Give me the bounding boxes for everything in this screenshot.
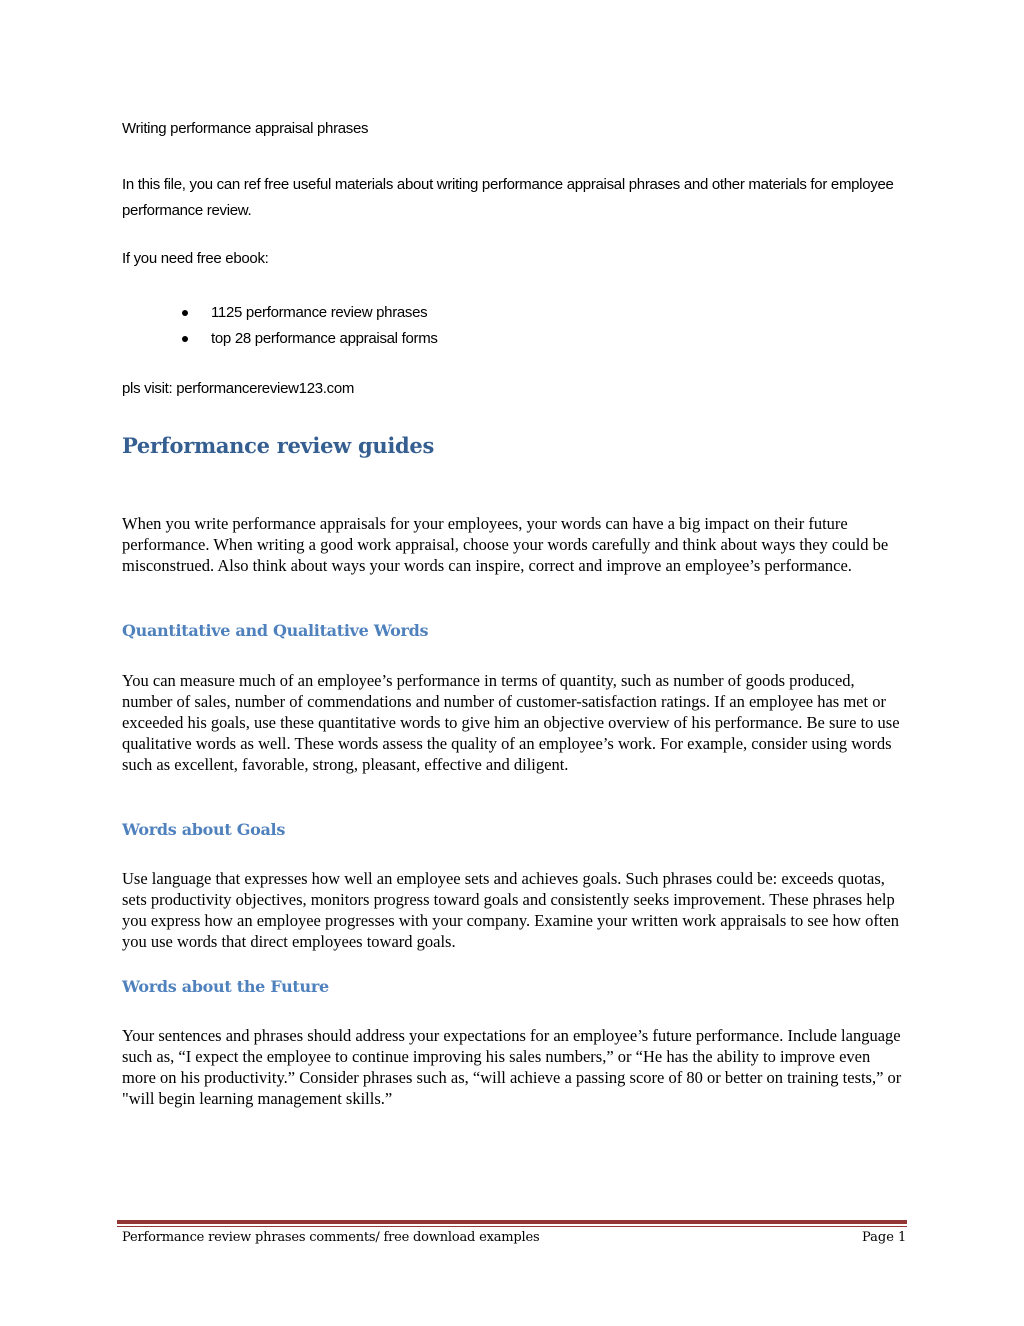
intro-title: Writing performance appraisal phrases [122, 120, 369, 137]
page-number: Page 1 [862, 1230, 907, 1245]
section-paragraph-goals: Use language that expresses how well an employee sets and achieves goals. Such phrases could be: exceeds quotas, sets productivity objectives, monitors progress toward goals and consistently seeks improvement. These phrases help you express how an employee progresses with your company. Examine your written work appraisals to see how often you use words that direct employees toward goals. [122, 869, 899, 951]
section-heading-goals: Words about Goals [122, 820, 286, 839]
section-paragraph-quantitative: You can measure much of an employee’s performance in terms of quantity, such as number of goods produced, number of sales, number of commendations and number of customer-satisfaction ratings. If an employee has met or exceeded his goals, use these quantitative words to give him an objective overview of his performance. Be sure to use qualitative words as well. These words assess the quality of an employee’s work. For example, consider using words such as excellent, favorable, strong, pleasant, effective and diligent. [122, 671, 900, 774]
footer-rule-thick [117, 1220, 907, 1224]
bullet-icon [182, 310, 188, 316]
ebook-list [182, 300, 438, 352]
intro-text: In this file, you can ref free useful materials about writing performance appraisal phrases and other materials for employee performance review. [122, 176, 894, 219]
intro-paragraph: When you write performance appraisals for your employees, your words can have a big impact on their future performance. When writing a good work appraisal, choose your words carefully and think about ways they could be misconstrued. Also think about ways your words can inspire, correct and improve an employee’s performance. [122, 514, 889, 575]
list-item [182, 300, 438, 326]
list-item-label: 1125 performance review phrases [211, 304, 428, 321]
footer-rule-thin [117, 1226, 907, 1227]
section-paragraph-future: Your sentences and phrases should address your expectations for an employee’s future performance. Include language such as, “I expect the employee to continue improving his sales numbers,” or “He has the ability to improve even more on his productivity.” Consider phrases such as, “will achieve a passing score of 80 or better on training tests,” or "will begin learning management skills.” [122, 1026, 902, 1108]
main-heading: Performance review guides [122, 433, 434, 458]
section-heading-future: Words about the Future [122, 977, 329, 996]
section-heading-quantitative: Quantitative and Qualitative Words [122, 621, 429, 640]
list-item [182, 326, 438, 352]
footer-text: Performance review phrases comments/ free download examples [122, 1230, 540, 1245]
bullet-icon [182, 336, 188, 342]
ebook-line: If you need free ebook: [122, 250, 269, 267]
visit-line: pls visit: performancereview123.com [122, 380, 355, 397]
list-item-label: top 28 performance appraisal forms [211, 330, 438, 347]
